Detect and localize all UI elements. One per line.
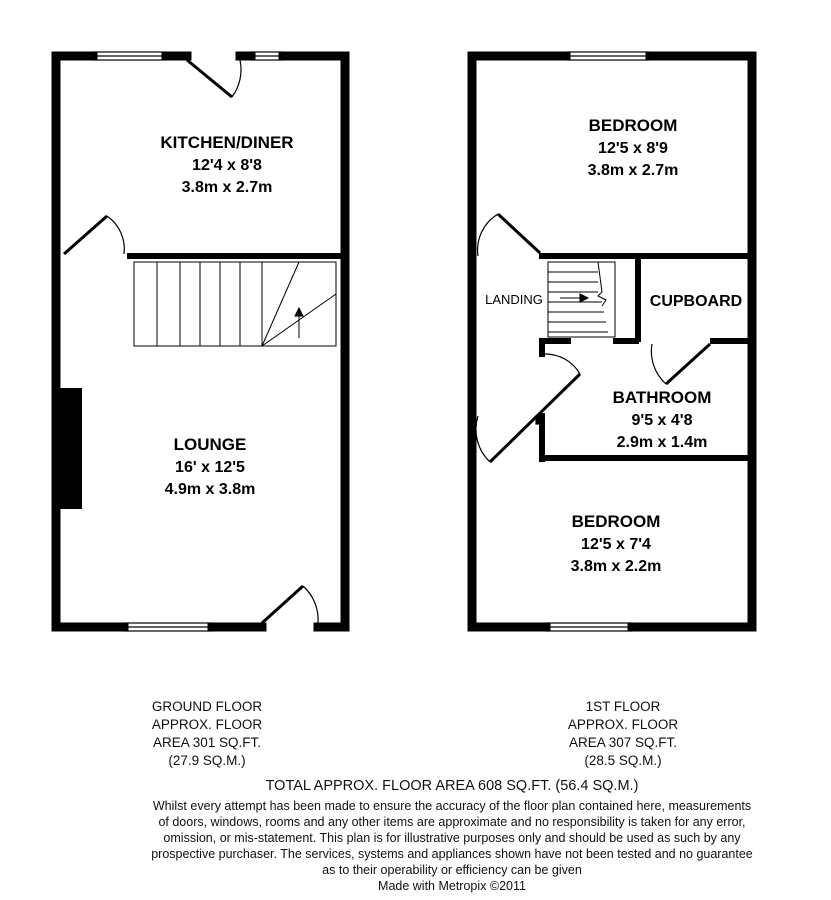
bottom-bedroom-dim-metric: 3.8m x 2.2m bbox=[570, 558, 662, 575]
disclaimer-line: of doors, windows, rooms and any other items are approximate and no responsibility is taken for any error, bbox=[158, 815, 746, 829]
kitchen-dim-imperial: 12'4 x 8'8 bbox=[192, 157, 262, 174]
first-summary-line: (28.5 SQ.M.) bbox=[584, 753, 662, 768]
bottom-bedroom-dim-imperial: 12'5 x 7'4 bbox=[581, 536, 651, 553]
ground-floor-staircase bbox=[134, 262, 336, 346]
disclaimer-line: Made with Metropix ©2011 bbox=[378, 879, 526, 893]
lounge-dim-imperial: 16' x 12'5 bbox=[175, 459, 245, 476]
ground-summary-line: GROUND FLOOR bbox=[151, 699, 263, 714]
first-summary-line: AREA 307 SQ.FT. bbox=[568, 735, 678, 750]
bathroom-name: BATHROOM bbox=[612, 388, 712, 407]
kitchen-dim-metric: 3.8m x 2.7m bbox=[181, 179, 273, 196]
kitchen-name: KITCHEN/DINER bbox=[160, 133, 294, 152]
disclaimer-line: Whilst every attempt has been made to ensure the accuracy of the floor plan contained here, measurements bbox=[152, 799, 752, 813]
bottom-bedroom-name: BEDROOM bbox=[571, 512, 661, 531]
bathroom-door bbox=[651, 344, 710, 384]
first-floor-summary bbox=[568, 699, 679, 768]
bottom-bedroom-door bbox=[476, 354, 580, 462]
kitchen-back-door bbox=[187, 60, 241, 97]
lounge-dim-metric: 4.9m x 3.8m bbox=[164, 481, 256, 498]
top-bedroom-door bbox=[478, 214, 540, 256]
cupboard-name: CUPBOARD bbox=[649, 293, 743, 310]
first-summary-line: APPROX. FLOOR bbox=[567, 717, 679, 732]
ground-summary-line: AREA 301 SQ.FT. bbox=[152, 735, 262, 750]
ground-summary-line: APPROX. FLOOR bbox=[151, 717, 263, 732]
landing-name: LANDING bbox=[485, 292, 543, 307]
top-bedroom-name: BEDROOM bbox=[588, 116, 678, 135]
chimney-breast bbox=[60, 388, 82, 509]
top-bedroom-dim-metric: 3.8m x 2.7m bbox=[587, 162, 679, 179]
first-floor-staircase bbox=[548, 262, 615, 337]
bathroom-dim-metric: 2.9m x 1.4m bbox=[616, 434, 708, 451]
ground-summary-line: (27.9 SQ.M.) bbox=[168, 753, 246, 768]
total-floor-area: TOTAL APPROX. FLOOR AREA 608 SQ.FT. (56.4 SQ.M.) bbox=[265, 778, 639, 794]
top-bedroom-dim-imperial: 12'5 x 8'9 bbox=[598, 140, 668, 157]
lounge-name: LOUNGE bbox=[173, 435, 247, 454]
disclaimer-line: omission, or mis-statement. This plan is for illustrative purposes only and should be used as such by any bbox=[163, 831, 741, 845]
first-summary-line: 1ST FLOOR bbox=[585, 699, 661, 714]
lounge-front-door bbox=[262, 586, 318, 623]
disclaimer-line: prospective purchaser. The services, systems and appliances shown have not been tested and no guarantee bbox=[151, 847, 753, 861]
kitchen-internal-door bbox=[64, 216, 124, 254]
disclaimer bbox=[151, 799, 753, 893]
disclaimer-line: as to their operability or efficiency can be given bbox=[322, 863, 582, 877]
bathroom-dim-imperial: 9'5 x 4'8 bbox=[631, 412, 693, 429]
ground-floor-summary bbox=[152, 699, 263, 768]
